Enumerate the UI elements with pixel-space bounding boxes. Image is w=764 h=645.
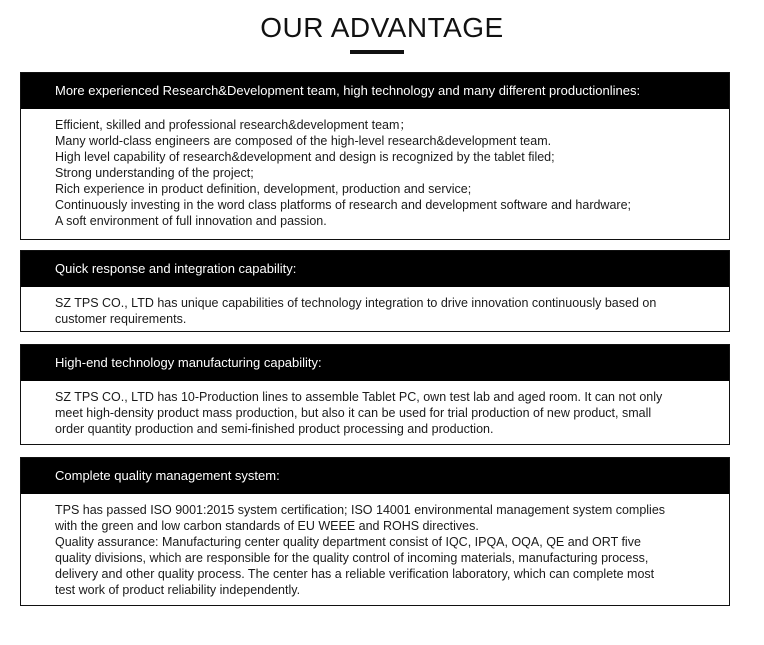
section-header: High-end technology manufacturing capability:	[21, 345, 729, 381]
advantage-section-integration	[20, 250, 730, 332]
section-body	[21, 381, 729, 445]
body-line: Continuously investing in the word class platforms of research and development software and hardware;	[55, 198, 632, 212]
page-title: OUR ADVANTAGE	[260, 12, 504, 43]
body-line: SZ TPS CO., LTD has 10-Production lines to assemble Tablet PC, own test lab and aged room. It can not only	[55, 390, 663, 404]
body-line: customer requirements.	[55, 312, 187, 326]
body-line: Rich experience in product definition, development, production and service;	[55, 182, 472, 196]
section-header: Quick response and integration capability:	[21, 251, 729, 287]
section-body	[21, 109, 729, 237]
body-line: Quality assurance: Manufacturing center quality department consist of IQC, IPQA, OQA, QE and ORT five	[55, 535, 641, 549]
body-line: delivery and other quality process. The center has a reliable verification laboratory, which can complete most	[55, 567, 655, 581]
body-line: test work of product reliability independently.	[55, 583, 301, 597]
section-body	[21, 287, 729, 335]
body-line: quality divisions, which are responsible for the quality control of incoming materials, manufacturing process,	[55, 551, 649, 565]
body-line: Many world-class engineers are composed of the high-level research&development team.	[55, 134, 552, 148]
body-line: Strong understanding of the project;	[55, 166, 254, 180]
body-line: with the green and low carbon standards of EU WEEE and ROHS directives.	[55, 519, 479, 533]
section-body	[21, 494, 729, 606]
body-line: Efficient, skilled and professional research&development team；	[55, 118, 412, 132]
title-underline	[350, 50, 404, 54]
advantage-section-manufacturing	[20, 344, 730, 445]
advantage-section-quality	[20, 457, 730, 606]
body-line: A soft environment of full innovation and passion.	[55, 214, 327, 228]
body-line: meet high-density product mass production, but also it can be used for trial production of new product, small	[55, 406, 652, 420]
section-header: More experienced Research&Development team, high technology and many different productionlines:	[21, 73, 729, 109]
advantage-section-rd-team	[20, 72, 730, 240]
section-header: Complete quality management system:	[21, 458, 729, 494]
body-line: SZ TPS CO., LTD has unique capabilities of technology integration to drive innovation continuously based on	[55, 296, 657, 310]
body-line: High level capability of research&development and design is recognized by the tablet filed;	[55, 150, 555, 164]
body-line: order quantity production and semi-finished product processing and production.	[55, 422, 494, 436]
body-line: TPS has passed ISO 9001:2015 system certification; ISO 14001 environmental management system complies	[55, 503, 666, 517]
